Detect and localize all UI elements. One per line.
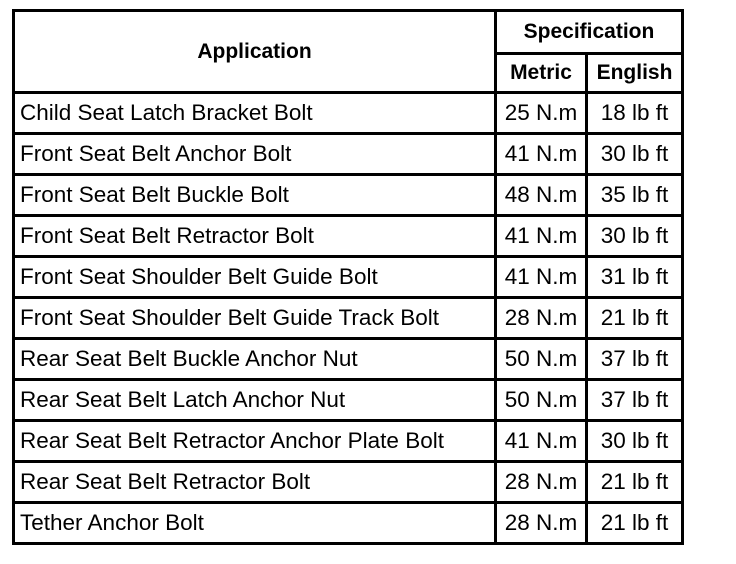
header-metric: Metric [496,54,587,93]
table-row [14,216,683,257]
application-cell: Tether Anchor Bolt [14,503,496,544]
application-cell: Child Seat Latch Bracket Bolt [14,93,496,134]
metric-cell: 41 N.m [496,134,587,175]
table-body [14,93,683,544]
metric-cell: 50 N.m [496,339,587,380]
table-header [14,11,683,93]
table-row [14,503,683,544]
metric-cell: 28 N.m [496,462,587,503]
table-row [14,462,683,503]
metric-cell: 48 N.m [496,175,587,216]
table-row [14,134,683,175]
english-cell: 21 lb ft [587,503,683,544]
english-cell: 18 lb ft [587,93,683,134]
metric-cell: 50 N.m [496,380,587,421]
application-cell: Front Seat Belt Retractor Bolt [14,216,496,257]
metric-cell: 41 N.m [496,216,587,257]
english-cell: 30 lb ft [587,421,683,462]
header-row-top [14,11,683,54]
application-cell: Front Seat Shoulder Belt Guide Track Bolt [14,298,496,339]
metric-cell: 41 N.m [496,421,587,462]
application-cell: Rear Seat Belt Retractor Anchor Plate Bolt [14,421,496,462]
application-cell: Rear Seat Belt Buckle Anchor Nut [14,339,496,380]
application-cell: Rear Seat Belt Retractor Bolt [14,462,496,503]
table-row [14,298,683,339]
table-row [14,380,683,421]
metric-cell: 28 N.m [496,503,587,544]
table-row [14,421,683,462]
english-cell: 30 lb ft [587,134,683,175]
application-cell: Rear Seat Belt Latch Anchor Nut [14,380,496,421]
english-cell: 31 lb ft [587,257,683,298]
header-specification: Specification [496,11,683,54]
header-english: English [587,54,683,93]
table-row [14,257,683,298]
table-row [14,175,683,216]
english-cell: 21 lb ft [587,298,683,339]
english-cell: 35 lb ft [587,175,683,216]
english-cell: 30 lb ft [587,216,683,257]
table-row [14,93,683,134]
english-cell: 21 lb ft [587,462,683,503]
metric-cell: 41 N.m [496,257,587,298]
torque-spec-table [12,9,684,545]
english-cell: 37 lb ft [587,380,683,421]
application-cell: Front Seat Belt Buckle Bolt [14,175,496,216]
application-cell: Front Seat Shoulder Belt Guide Bolt [14,257,496,298]
metric-cell: 28 N.m [496,298,587,339]
metric-cell: 25 N.m [496,93,587,134]
application-cell: Front Seat Belt Anchor Bolt [14,134,496,175]
table-row [14,339,683,380]
header-application: Application [14,11,496,93]
english-cell: 37 lb ft [587,339,683,380]
